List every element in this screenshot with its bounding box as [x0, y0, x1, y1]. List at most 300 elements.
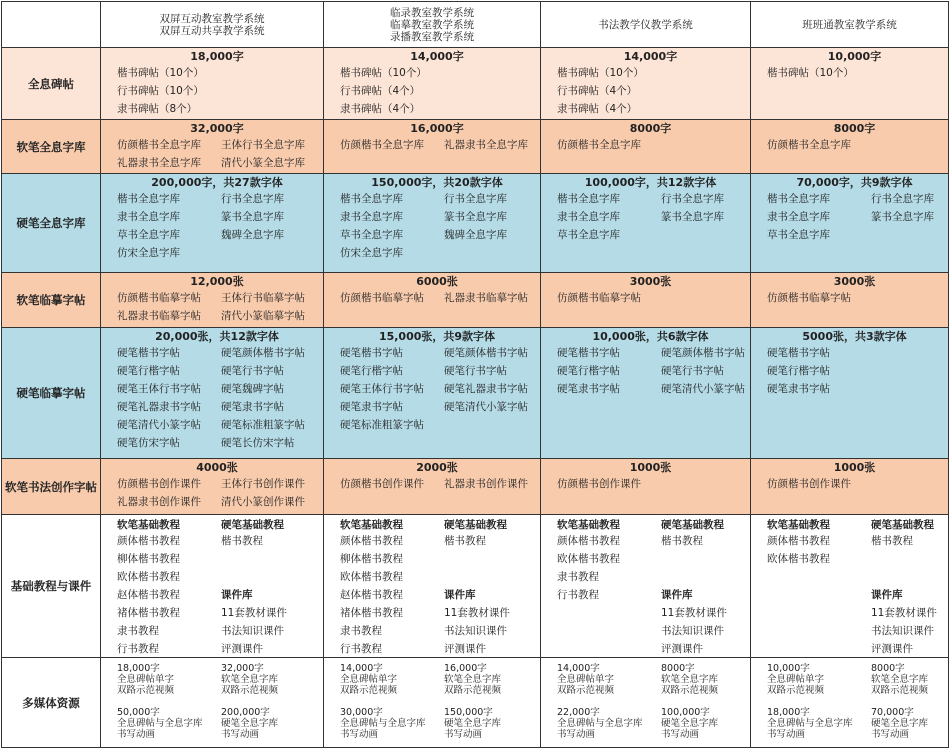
row-cell [323, 173, 541, 273]
row-cell [750, 47, 949, 120]
multimedia-column [767, 707, 871, 748]
row-label: 硬笔全息字库 [1, 173, 101, 273]
soft-tutorials-title: 软笔基础教程 [340, 519, 403, 531]
cell-column [340, 475, 444, 493]
list-item: 颜体楷书教程 [117, 535, 180, 547]
multimedia-line: 10,000字 [767, 663, 810, 674]
courseware-library-title: 课件库 [661, 589, 693, 601]
list-item: 仿宋全息字库 [340, 247, 403, 259]
list-item: 礼器隶书创作课件 [117, 496, 201, 508]
multimedia-line: 8000字 [661, 663, 695, 674]
list-item: 仿颜楷书创作课件 [117, 478, 201, 490]
list-item: 欧体楷书教程 [557, 553, 620, 565]
multimedia-line: 全息碑帖单字 [767, 674, 825, 685]
multimedia-line: 软笔全息字库 [444, 674, 502, 685]
list-item: 硬笔隶书字帖 [557, 383, 620, 395]
multimedia-line: 硬笔全息字库 [221, 718, 279, 729]
list-item: 仿颜楷书临摹字帖 [340, 292, 424, 304]
cell-columns [557, 136, 744, 154]
system-header-line: 双屏互动共享教学系统 [159, 24, 265, 37]
row-cell [323, 327, 541, 459]
list-item: 硬笔仿宋字帖 [117, 437, 180, 449]
multimedia-column [767, 663, 871, 707]
row-cell [750, 272, 949, 328]
list-item: 草书全息字库 [117, 229, 180, 241]
cell-column [221, 136, 324, 172]
cell-column [221, 344, 324, 452]
courseware-library-title: 课件库 [444, 589, 476, 601]
list-item: 篆书全息字库 [444, 211, 507, 223]
cell-column [444, 289, 541, 307]
cell-column [221, 289, 324, 325]
list-item: 硬笔颜体楷书字帖 [444, 347, 528, 359]
cell-title: 3000张 [833, 275, 876, 288]
row-label: 硬笔临摹字帖 [1, 327, 101, 459]
list-item: 楷书全息字库 [117, 193, 180, 205]
row-cell [323, 47, 541, 120]
row-label: 软笔书法创作字帖 [1, 458, 101, 515]
cell-title: 6000张 [416, 275, 458, 288]
row-cell [100, 119, 324, 174]
list-item: 11套教材课件 [871, 607, 937, 619]
list-item: 硬笔行书字帖 [221, 365, 284, 377]
cell-title: 70,000字，共9款字体 [796, 176, 913, 189]
list-item: 清代小篆全息字库 [221, 157, 305, 169]
list-item: 楷书教程 [444, 535, 486, 547]
list-item: 楷书碑帖（10个） [340, 67, 427, 79]
basic-cell [323, 514, 541, 658]
cell-column [444, 344, 541, 434]
multimedia-line: 18,000字 [117, 663, 160, 674]
multimedia-line: 书写动画 [444, 729, 483, 740]
multimedia-group [767, 663, 942, 707]
multimedia-line: 全息碑帖与全息字库 [340, 718, 426, 729]
cell-columns [767, 475, 942, 493]
list-item: 仿颜楷书临摹字帖 [117, 292, 201, 304]
multimedia-line: 书写动画 [340, 729, 379, 740]
cell-columns [557, 289, 744, 307]
multimedia-column [340, 663, 444, 707]
row-cell [100, 458, 324, 515]
list-item: 草书全息字库 [767, 229, 830, 241]
multimedia-line: 书写动画 [871, 729, 910, 740]
multimedia-line: 50,000字 [117, 707, 160, 718]
cell-title: 10,000字 [827, 50, 882, 63]
multimedia-line: 全息碑帖单字 [340, 674, 398, 685]
list-item: 硬笔行楷字帖 [340, 365, 403, 377]
list-item: 篆书全息字库 [221, 211, 284, 223]
list-item: 书法知识课件 [444, 625, 507, 637]
list-item: 仿颜楷书临摹字帖 [767, 292, 851, 304]
list-item: 硬笔行书字帖 [661, 365, 724, 377]
courseware-library-title: 课件库 [871, 589, 903, 601]
list-item: 清代小篆临摹字帖 [221, 310, 305, 322]
multimedia-line: 200,000字 [221, 707, 270, 718]
list-item: 隶书全息字库 [117, 211, 180, 223]
list-item: 行书碑帖（4个） [340, 85, 421, 97]
list-item: 硬笔行楷字帖 [767, 365, 830, 377]
list-item: 仿颜楷书全息字库 [340, 139, 424, 151]
multimedia-line: 8000字 [871, 663, 905, 674]
cell-columns [557, 64, 744, 118]
cell-title: 32,000字 [190, 122, 244, 135]
system-header-line: 双屏互动教室教学系统 [159, 12, 265, 25]
multimedia-line: 双路示范视频 [340, 685, 398, 696]
list-item: 隶书教程 [340, 625, 382, 637]
cell-column [340, 190, 444, 262]
multimedia-line: 14,000字 [557, 663, 600, 674]
multimedia-line: 双路示范视频 [117, 685, 175, 696]
list-item: 硬笔标准粗篆字帖 [340, 419, 424, 431]
row-cell [100, 272, 324, 328]
system-header-line: 书法教学仪教学系统 [598, 18, 693, 31]
cell-column [557, 344, 661, 398]
list-item: 硬笔楷书字帖 [767, 347, 830, 359]
row-cell [100, 327, 324, 459]
multimedia-line: 全息碑帖单字 [117, 674, 175, 685]
list-item: 清代小篆创作课件 [221, 496, 305, 508]
cell-title: 2000张 [416, 461, 458, 474]
row-cell [100, 47, 324, 120]
cell-columns [767, 64, 942, 82]
cell-columns [340, 289, 534, 307]
hard-tutorials-title: 硬笔基础教程 [871, 519, 934, 531]
multimedia-line: 全息碑帖与全息字库 [117, 718, 203, 729]
row-label: 软笔全息字库 [1, 119, 101, 174]
multimedia-column [221, 663, 324, 707]
list-item: 颜体楷书教程 [557, 535, 620, 547]
multimedia-group [117, 663, 317, 707]
multimedia-cell [323, 657, 541, 748]
system-header-line: 班班通教室教学系统 [802, 18, 897, 31]
list-item: 书法知识课件 [221, 625, 284, 637]
multimedia-column [340, 707, 444, 748]
multimedia-line: 100,000字 [661, 707, 710, 718]
system-header [540, 1, 751, 48]
list-item: 行书教程 [557, 589, 599, 601]
list-item: 行书全息字库 [871, 193, 934, 205]
cell-columns [340, 190, 534, 262]
list-item: 隶书教程 [557, 571, 599, 583]
list-item: 评测课件 [871, 643, 913, 655]
list-item: 仿颜楷书创作课件 [557, 478, 641, 490]
cell-columns [340, 344, 534, 434]
cell-columns [117, 190, 317, 262]
basic-columns [117, 518, 317, 658]
multimedia-column [661, 663, 751, 707]
multimedia-line: 双路示范视频 [221, 685, 279, 696]
list-item: 硬笔行楷字帖 [557, 365, 620, 377]
system-header-line: 临摹教室教学系统 [390, 18, 474, 31]
multimedia-line: 双路示范视频 [767, 685, 825, 696]
cell-columns [767, 344, 942, 398]
list-item: 楷书碑帖（10个） [117, 67, 204, 79]
list-item: 欧体楷书教程 [767, 553, 830, 565]
list-item: 11套教材课件 [444, 607, 510, 619]
list-item: 行书全息字库 [444, 193, 507, 205]
row-cell [540, 47, 751, 120]
list-item: 硬笔礼器隶书字帖 [444, 383, 528, 395]
list-item: 颜体楷书教程 [340, 535, 403, 547]
row-cell [750, 327, 949, 459]
cell-columns [117, 289, 317, 325]
cell-title: 18,000字 [190, 50, 244, 63]
multimedia-line: 全息碑帖单字 [557, 674, 615, 685]
list-item: 书法知识课件 [871, 625, 934, 637]
list-item: 礼器隶书临摹字帖 [117, 310, 201, 322]
courseware-library-title: 课件库 [221, 589, 253, 601]
list-item: 行书全息字库 [661, 193, 724, 205]
system-header [100, 1, 324, 48]
cell-columns [557, 344, 744, 398]
basic-cell [750, 514, 949, 658]
basic-columns [557, 518, 744, 658]
list-item: 硬笔隶书字帖 [340, 401, 403, 413]
cell-column [661, 344, 751, 398]
list-item: 11套教材课件 [661, 607, 727, 619]
cell-columns [767, 289, 942, 307]
cell-column [557, 475, 661, 493]
system-header-line: 临录教室教学系统 [390, 6, 474, 19]
cell-title: 1000张 [833, 461, 876, 474]
list-item: 硬笔魏碑字帖 [221, 383, 284, 395]
basic-columns [767, 518, 942, 658]
list-item: 隶书碑帖（8个） [117, 103, 198, 115]
soft-tutorials [117, 518, 221, 658]
list-item: 隶书碑帖（4个） [340, 103, 421, 115]
hard-tutorials-title: 硬笔基础教程 [221, 519, 284, 531]
multimedia-column [221, 707, 324, 748]
cell-column [221, 475, 324, 511]
list-item: 硬笔长仿宋字帖 [221, 437, 295, 449]
list-item: 硬笔清代小篆字帖 [444, 401, 528, 413]
list-item: 硬笔隶书字帖 [767, 383, 830, 395]
soft-tutorials [767, 518, 871, 658]
list-item: 褚体楷书教程 [117, 607, 180, 619]
multimedia-line: 18,000字 [767, 707, 810, 718]
row-cell [750, 173, 949, 273]
cell-title: 5000张，共3款字体 [802, 330, 907, 343]
multimedia-line: 硬笔全息字库 [661, 718, 719, 729]
list-item: 行书全息字库 [221, 193, 284, 205]
system-header [323, 1, 541, 48]
row-cell [540, 272, 751, 328]
list-item: 隶书全息字库 [557, 211, 620, 223]
cell-column [557, 64, 661, 118]
row-cell [540, 119, 751, 174]
multimedia-line: 16,000字 [444, 663, 487, 674]
multimedia-group [767, 707, 942, 748]
multimedia-column [661, 707, 751, 748]
list-item: 楷书教程 [871, 535, 913, 547]
system-header-line: 录播教室教学系统 [390, 30, 474, 43]
cell-title: 100,000字，共12款字体 [584, 176, 717, 189]
list-item: 仿颜楷书全息字库 [117, 139, 201, 151]
multimedia-column [557, 663, 661, 707]
cell-column [557, 289, 661, 307]
multimedia-column [117, 663, 221, 707]
cell-columns [340, 475, 534, 493]
cell-title: 15,000张，共9款字体 [378, 330, 496, 343]
basic-columns [340, 518, 534, 658]
spacer [444, 550, 541, 586]
list-item: 柳体楷书教程 [340, 553, 403, 565]
multimedia-line: 双路示范视频 [557, 685, 615, 696]
multimedia-group [340, 707, 534, 748]
list-item: 仿颜楷书创作课件 [767, 478, 851, 490]
cell-column [117, 136, 221, 172]
list-item: 书法知识课件 [661, 625, 724, 637]
list-item: 礼器隶书临摹字帖 [444, 292, 528, 304]
cell-column [221, 190, 324, 262]
cell-column [767, 64, 871, 82]
list-item: 礼器隶书创作课件 [444, 478, 528, 490]
list-item: 硬笔清代小篆字帖 [117, 419, 201, 431]
cell-title: 14,000字 [410, 50, 464, 63]
hard-tutorials [221, 518, 324, 658]
spacer [221, 550, 324, 586]
spacer [871, 550, 949, 586]
multimedia-line: 32,000字 [221, 663, 264, 674]
multimedia-cell [750, 657, 949, 748]
list-item: 楷书碑帖（10个） [767, 67, 854, 79]
list-item: 仿颜楷书全息字库 [557, 139, 641, 151]
list-item: 楷书全息字库 [557, 193, 620, 205]
multimedia-group [117, 707, 317, 748]
cell-title: 8000字 [629, 122, 672, 135]
list-item: 硬笔楷书字帖 [557, 347, 620, 359]
hard-tutorials [871, 518, 949, 658]
list-item: 赵体楷书教程 [117, 589, 180, 601]
system-header [750, 1, 949, 48]
multimedia-line: 书写动画 [221, 729, 260, 740]
cell-column [117, 190, 221, 262]
hard-tutorials [444, 518, 541, 658]
soft-tutorials-title: 软笔基础教程 [117, 519, 180, 531]
cell-title: 12,000张 [190, 275, 244, 288]
multimedia-group [340, 663, 534, 707]
list-item: 硬笔标准粗篆字帖 [221, 419, 305, 431]
multimedia-line: 硬笔全息字库 [871, 718, 929, 729]
list-item: 魏碑全息字库 [221, 229, 284, 241]
row-label: 基础教程与课件 [1, 514, 101, 658]
multimedia-line: 书写动画 [767, 729, 806, 740]
cell-column [557, 190, 661, 244]
multimedia-line: 150,000字 [444, 707, 493, 718]
list-item: 硬笔行书字帖 [444, 365, 507, 377]
basic-cell [540, 514, 751, 658]
cell-title: 150,000字，共20款字体 [371, 176, 503, 189]
cell-title: 200,000字，共27款字体 [151, 176, 283, 189]
row-cell [750, 458, 949, 515]
cell-columns [767, 190, 942, 244]
multimedia-column [557, 707, 661, 748]
list-item: 隶书碑帖（4个） [557, 103, 638, 115]
cell-columns [117, 475, 317, 511]
list-item: 楷书全息字库 [767, 193, 830, 205]
cell-column [340, 344, 444, 434]
cell-title: 4000张 [196, 461, 238, 474]
list-item: 11套教材课件 [221, 607, 287, 619]
cell-column [444, 475, 541, 493]
cell-columns [767, 136, 942, 154]
cell-column [871, 190, 949, 244]
list-item: 王体行书临摹字帖 [221, 292, 305, 304]
multimedia-group [557, 707, 744, 748]
list-item: 行书教程 [117, 643, 159, 655]
multimedia-cell [100, 657, 324, 748]
cell-column [117, 64, 221, 118]
cell-title: 20,000张，共12款字体 [155, 330, 279, 343]
cell-column [767, 475, 871, 493]
cell-columns [117, 64, 317, 118]
multimedia-line: 双路示范视频 [871, 685, 929, 696]
list-item: 硬笔隶书字帖 [221, 401, 284, 413]
list-item: 硬笔王体行书字帖 [340, 383, 424, 395]
multimedia-line: 硬笔全息字库 [444, 718, 502, 729]
list-item: 欧体楷书教程 [117, 571, 180, 583]
soft-tutorials-title: 软笔基础教程 [767, 519, 830, 531]
row-cell [750, 119, 949, 174]
hard-tutorials-title: 硬笔基础教程 [661, 519, 724, 531]
cell-column [340, 136, 444, 154]
cell-column [661, 190, 751, 244]
multimedia-line: 软笔全息字库 [661, 674, 719, 685]
cell-column [557, 136, 661, 154]
list-item: 楷书碑帖（10个） [557, 67, 644, 79]
list-item: 王体行书全息字库 [221, 139, 305, 151]
multimedia-column [444, 707, 541, 748]
list-item: 礼器隶书全息字库 [444, 139, 528, 151]
list-item: 隶书全息字库 [767, 211, 830, 223]
multimedia-line: 软笔全息字库 [871, 674, 929, 685]
cell-columns [557, 190, 744, 244]
list-item: 行书碑帖（10个） [117, 85, 204, 97]
list-item: 硬笔楷书字帖 [340, 347, 403, 359]
cell-column [117, 344, 221, 452]
cell-column [767, 190, 871, 244]
list-item: 硬笔楷书字帖 [117, 347, 180, 359]
list-item: 硬笔行楷字帖 [117, 365, 180, 377]
cell-title: 10,000张，共6款字体 [592, 330, 709, 343]
hard-tutorials-title: 硬笔基础教程 [444, 519, 507, 531]
cell-columns [117, 344, 317, 452]
list-item: 草书全息字库 [340, 229, 403, 241]
list-item: 隶书教程 [117, 625, 159, 637]
soft-tutorials-title: 软笔基础教程 [557, 519, 620, 531]
multimedia-group [557, 663, 744, 707]
multimedia-line: 书写动画 [117, 729, 156, 740]
multimedia-line: 30,000字 [340, 707, 383, 718]
spacer [661, 550, 751, 586]
cell-title: 1000张 [629, 461, 672, 474]
list-item: 硬笔颜体楷书字帖 [221, 347, 305, 359]
cell-column [767, 344, 871, 398]
cell-column [340, 64, 444, 118]
hard-tutorials [661, 518, 751, 658]
cell-columns [340, 136, 534, 154]
list-item: 评测课件 [444, 643, 486, 655]
multimedia-column [117, 707, 221, 748]
multimedia-line: 书写动画 [557, 729, 596, 740]
multimedia-line: 书写动画 [661, 729, 700, 740]
multimedia-line: 14,000字 [340, 663, 383, 674]
multimedia-line: 全息碑帖与全息字库 [557, 718, 643, 729]
list-item: 魏碑全息字库 [444, 229, 507, 241]
list-item: 楷书全息字库 [340, 193, 403, 205]
soft-tutorials [557, 518, 661, 658]
list-item: 评测课件 [661, 643, 703, 655]
